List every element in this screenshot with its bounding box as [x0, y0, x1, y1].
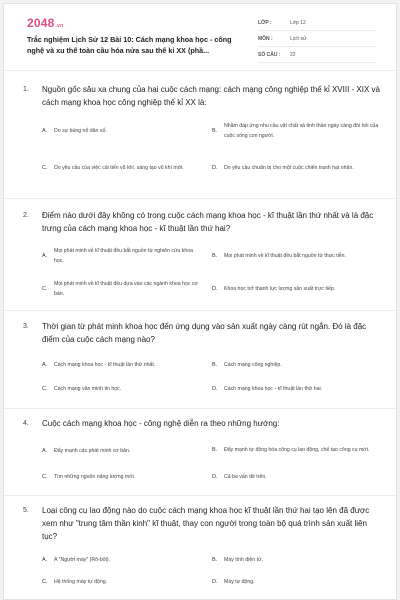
option-c[interactable]: C. Hệ thống máy tự động. — [42, 579, 108, 585]
option-c[interactable]: C. Do yêu cầu của việc cải tiến vũ khí, sáng tạo vũ khí mới. — [42, 165, 184, 171]
question-text: Loại công cụ lao động nào do cuộc cách mạng khoa học kĩ thuật lần thứ hai tạo lên đã được xem như "trung tâm thần kinh" kĩ thuật, thay con người trong toàn bộ quá trình sản xuất liên tục? — [42, 506, 370, 541]
option-a[interactable]: A. Mọi phát minh về kĩ thuật đều bắt nguồn từ nghiên cứu khoa học. — [42, 248, 194, 264]
option-b[interactable]: B. Cách mạng công nghiệp. — [212, 362, 282, 368]
divider — [4, 198, 397, 199]
meta-subject: MÔN : Lịch sử — [258, 31, 376, 47]
option-a[interactable]: A. Đẩy mạnh các phát minh cơ bản. — [42, 448, 131, 454]
divider — [4, 408, 397, 409]
option-a[interactable]: A. A "Người máy" (Rô-bốt). — [42, 557, 111, 563]
meta-question-count: SỐ CÂU : 22 — [258, 47, 376, 63]
question-text: Điểm nào dưới đây không có trong cuộc cách mạng khoa học - kĩ thuật lần thứ nhất và là đặc trưng của cách mạng khoa học - kĩ thuật lần thứ hai? — [42, 211, 374, 233]
answer-options — [23, 547, 383, 599]
option-c[interactable]: C. Tìm những nguồn năng lượng mới. — [42, 474, 136, 480]
option-b[interactable]: B. Nhằm đáp ứng nhu cầu vật chất và tinh thần ngày càng đòi hỏi của cuộc sống con người. — [212, 123, 379, 139]
question-text: Cuộc cách mạng khoa học - công nghệ diễn ra theo những hướng: — [42, 419, 280, 428]
question-5 — [23, 504, 383, 599]
option-d[interactable]: D. Do yêu cầu chuẩn bị cho một cuộc chiến tranh hạt nhân. — [212, 165, 354, 171]
answer-options — [23, 239, 383, 313]
option-b[interactable]: B. Đẩy mạnh tự động hóa công cụ lao động, chế tạo công cụ mới. — [212, 447, 370, 453]
meta-grade: LỚP : Lớp 12 — [258, 15, 376, 31]
page-header — [4, 4, 396, 70]
question-number: 4. — [23, 420, 29, 427]
question-text: Thời gian từ phát minh khoa học đến ứng dụng vào sản xuất ngày càng rút ngắn. Đó là đặc điểm của cuộc cách mạng nào? — [42, 322, 367, 344]
question-2 — [23, 209, 383, 313]
divider — [4, 495, 397, 496]
option-d[interactable]: D. Cả ba vấn đề trên. — [212, 474, 267, 480]
question-text: Nguồn gốc sâu xa chung của hai cuộc cách mạng: cách mạng công nghiệp thế kỉ XVIII - XIX và cách mạng khoa học công nghiệp thế kỉ XX là: — [42, 85, 380, 107]
option-c[interactable]: C. Cách mạng văn minh tin học. — [42, 386, 122, 392]
option-a[interactable]: A. Do sự bùng nổ dân số. — [42, 128, 107, 134]
option-d[interactable]: D. Khoa học trở thành lực lượng sản xuất trực tiếp. — [212, 286, 336, 292]
option-b[interactable]: B. Máy tính điện tử. — [212, 557, 263, 563]
question-4 — [23, 417, 383, 496]
question-number: 1. — [23, 86, 29, 93]
page-title: Trắc nghiệm Lịch Sử 12 Bài 10: Cách mạng khoa học - công nghệ và xu thế toàn cầu hóa nửa sau thế kỉ XX (phầ... — [27, 35, 232, 55]
option-c[interactable]: C. Mọi phát minh về kĩ thuật đều dựa vào các ngành khoa học cơ bản. — [42, 281, 198, 297]
divider — [4, 310, 397, 311]
question-number: 2. — [23, 212, 29, 219]
question-number: 3. — [23, 323, 29, 330]
option-d[interactable]: D. Máy tự động. — [212, 579, 255, 585]
option-d[interactable]: D. Cách mạng khoa học - kĩ thuật lần thứ hai. — [212, 386, 323, 392]
answer-options — [23, 350, 383, 406]
answer-options — [23, 113, 383, 191]
answer-options — [23, 434, 383, 496]
option-b[interactable]: B. Mọi phát minh về kĩ thuật đều bắt nguồn từ thực tiễn. — [212, 253, 347, 259]
site-logo[interactable]: 2048.vn — [27, 16, 64, 30]
option-a[interactable]: A. Cách mạng khoa học - kĩ thuật lần thứ nhất. — [42, 362, 156, 368]
question-1 — [23, 83, 383, 191]
divider — [4, 70, 397, 71]
question-3 — [23, 320, 383, 406]
quiz-meta — [258, 15, 376, 63]
worksheet-page — [3, 3, 397, 600]
question-number: 5. — [23, 507, 29, 514]
